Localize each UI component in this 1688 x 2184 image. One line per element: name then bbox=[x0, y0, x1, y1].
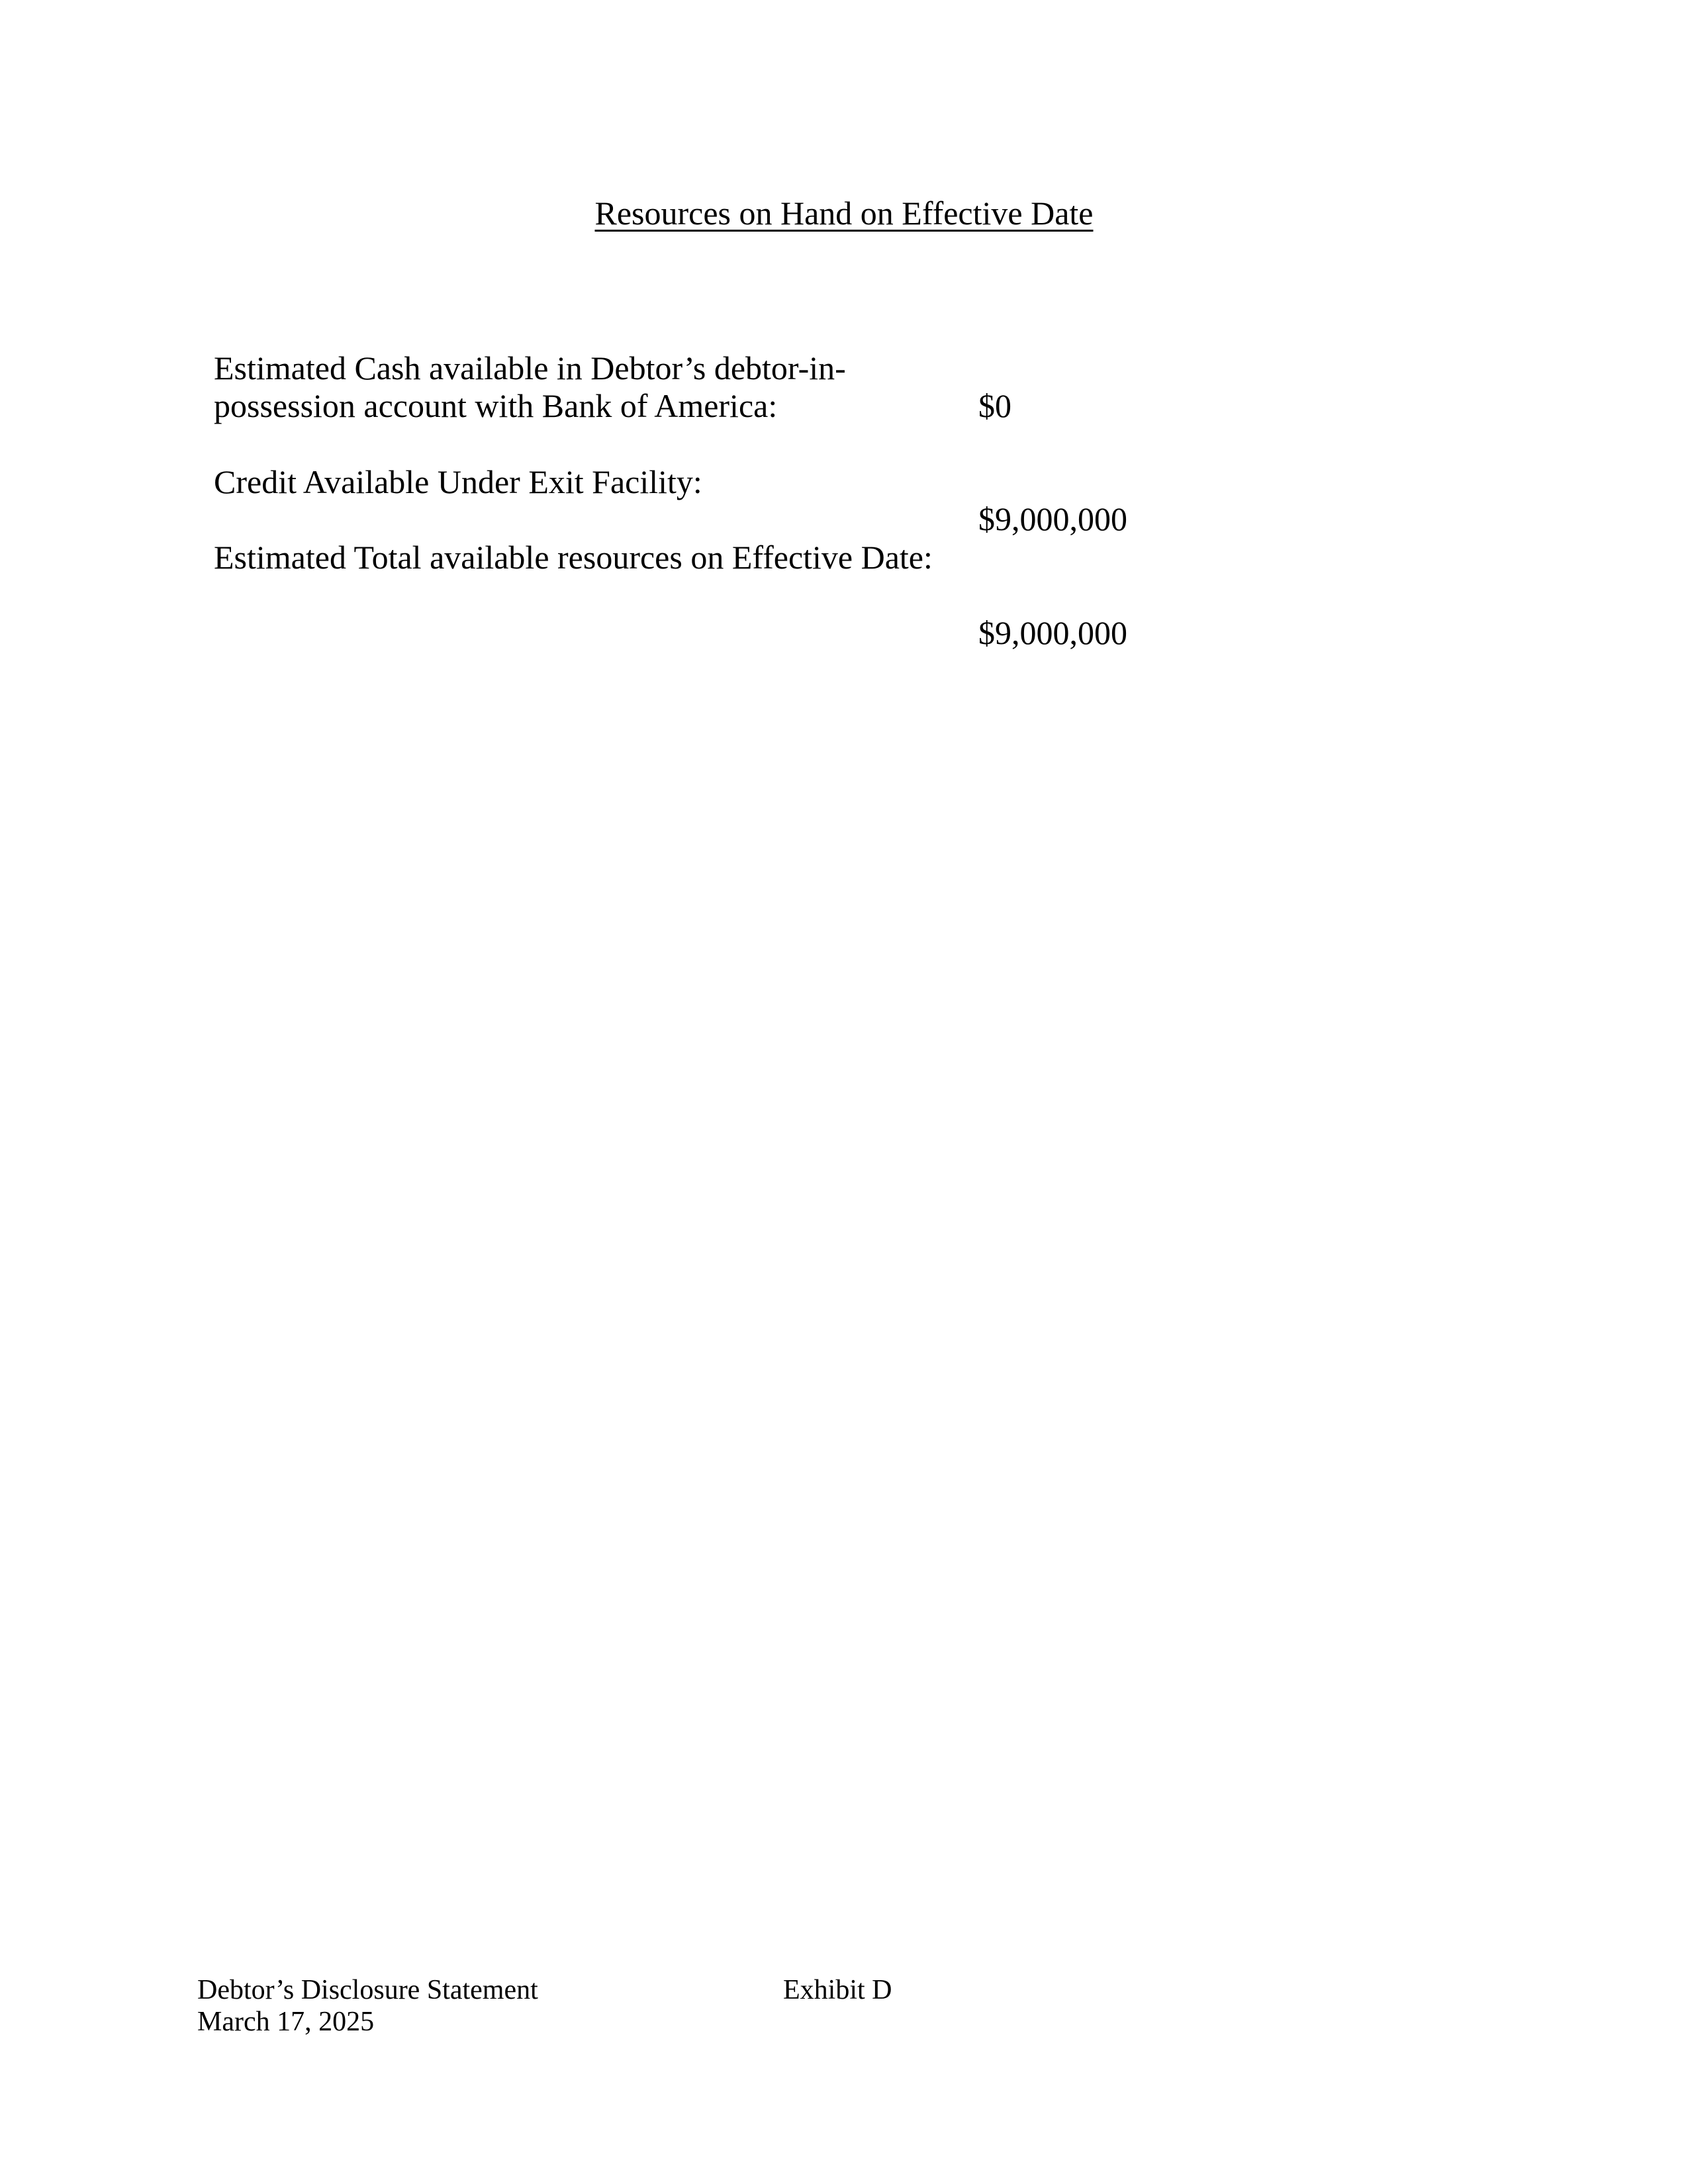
credit-label: Credit Available Under Exit Facility: bbox=[214, 463, 702, 500]
cash-label-line1: Estimated Cash available in Debtor’s debtor-in- bbox=[214, 349, 846, 387]
footer-document-name: Debtor’s Disclosure Statement bbox=[197, 1975, 538, 2005]
total-value: $9,000,000 bbox=[978, 614, 1127, 651]
credit-value: $9,000,000 bbox=[978, 500, 1127, 537]
footer-exhibit-label: Exhibit D bbox=[783, 1975, 892, 2005]
footer-date: March 17, 2025 bbox=[197, 2007, 375, 2037]
total-label: Estimated Total available resources on Effective Date: bbox=[214, 539, 933, 576]
cash-label-line2: possession account with Bank of America: bbox=[214, 387, 778, 424]
page-title: Resources on Hand on Effective Date bbox=[594, 195, 1094, 232]
cash-value: $0 bbox=[978, 387, 1011, 424]
